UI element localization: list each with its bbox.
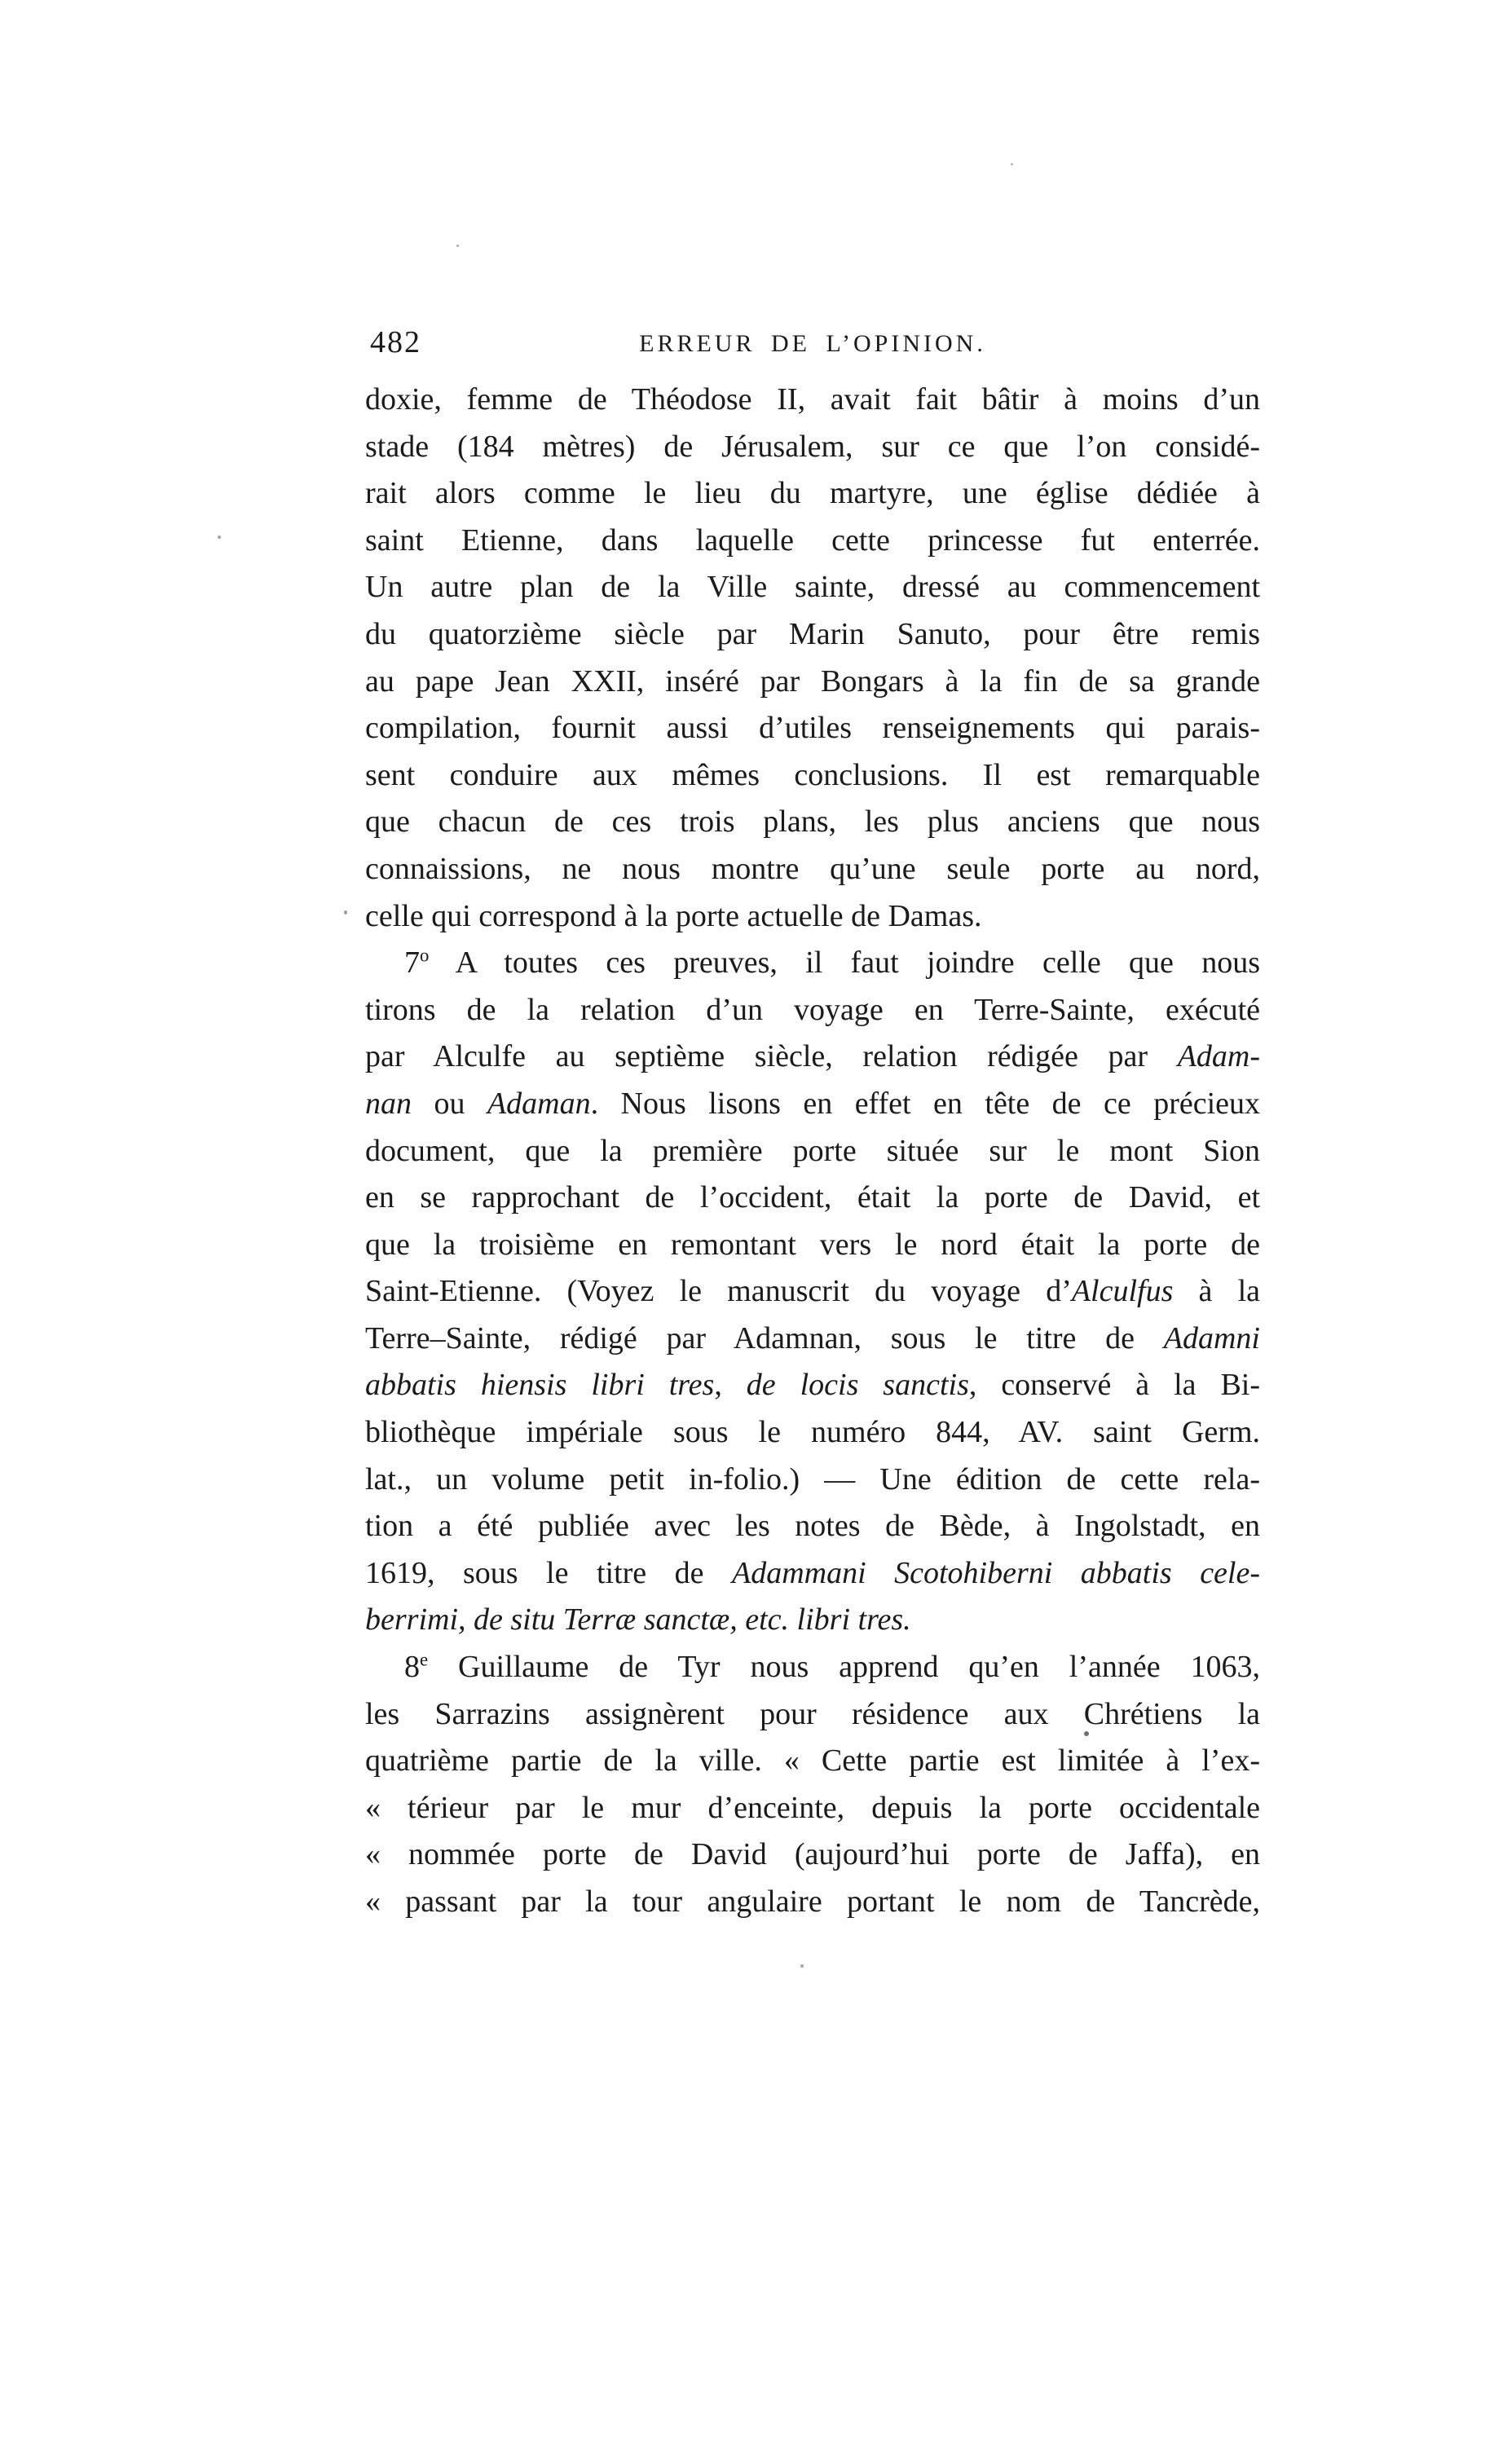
text-line: [365, 1879, 1260, 1926]
text-segment: quatrième partie de la ville. « Cette partie est limitée à l’ex-: [365, 1743, 1260, 1779]
text-line: [365, 1457, 1260, 1504]
text-line: [365, 893, 1260, 941]
text-segment: o: [420, 945, 430, 966]
text-line: [365, 1409, 1260, 1457]
page-number: 482: [370, 325, 421, 359]
text-line: [365, 1268, 1260, 1316]
text-line: [365, 659, 1260, 706]
text-segment: bliothèque impériale sous le numéro 844, AV. saint Germ.: [365, 1415, 1260, 1450]
text-line: [365, 470, 1260, 518]
text-segment: les Sarrazins assignèrent pour résidence aux Chrétiens la: [365, 1696, 1260, 1731]
text-segment: saint Etienne, dans laquelle cette princesse fut enterrée.: [365, 522, 1260, 558]
text-line: [365, 799, 1260, 846]
text-segment: tirons de la relation d’un voyage en Terre-Sainte, exécuté: [365, 992, 1260, 1027]
text-line: [365, 1222, 1260, 1269]
text-line: [365, 1316, 1260, 1363]
text-line: [365, 1644, 1260, 1691]
text-line: [365, 1597, 1260, 1644]
text-segment: Un autre plan de la Ville sainte, dressé au commencement: [365, 570, 1260, 605]
italic-text-segment: abbatis hiensis libri tres: [365, 1368, 715, 1403]
text-segment: « passant par la tour angulaire portant le nom de Tancrède,: [365, 1884, 1260, 1919]
text-segment: en se rapprochant de l’occident, était la porte de David, et: [365, 1180, 1260, 1215]
text-segment: 7: [404, 945, 420, 981]
text-line: [365, 518, 1260, 565]
ink-speck: [456, 245, 459, 247]
text-segment: Terre–Sainte, rédigé par Adamnan, sous le titre de: [365, 1320, 1164, 1355]
text-line: [365, 611, 1260, 659]
ink-speck: [1011, 163, 1013, 165]
ink-speck: [1084, 1731, 1089, 1736]
text-segment: . Nous lisons en effet en tête de ce précieux: [590, 1086, 1260, 1121]
text-segment: du quatorzième siècle par Marin Sanuto, pour être remis: [365, 616, 1260, 651]
italic-text-segment: Alculfus: [1071, 1274, 1174, 1309]
text-line: [365, 1831, 1260, 1879]
text-line: [365, 752, 1260, 800]
ink-speck: [218, 536, 221, 539]
text-segment: à la: [1173, 1274, 1260, 1309]
text-line: [365, 564, 1260, 611]
italic-text-segment: berrimi, de situ Terræ sanctæ, etc. libri tres.: [365, 1602, 911, 1638]
text-line: [365, 1738, 1260, 1785]
text-line: [365, 1362, 1260, 1409]
text-segment: tion a été publiée avec les notes de Bède, à Ingolstadt, en: [365, 1509, 1260, 1544]
italic-text-segment: Adammani Scotohiberni abbatis cele-: [731, 1555, 1260, 1590]
text-segment: 1619, sous le titre de: [365, 1555, 732, 1590]
text-line: [365, 705, 1260, 752]
text-segment: e: [420, 1649, 429, 1670]
running-title: ERREUR DE L’OPINION.: [639, 330, 986, 357]
text-line: [365, 846, 1260, 893]
text-line: [365, 987, 1260, 1034]
italic-text-segment: Adaman: [487, 1086, 591, 1121]
text-line: [365, 1128, 1260, 1175]
text-segment: Guillaume de Tyr nous apprend qu’en l’année 1063,: [428, 1650, 1260, 1685]
text-segment: au pape Jean XXII, inséré par Bongars à la fin de sa grande: [365, 663, 1260, 699]
text-line: [365, 1550, 1260, 1598]
text-segment: celle qui correspond à la porte actuelle de Damas.: [365, 898, 982, 933]
text-segment: que la troisième en remontant vers le nord était la porte de: [365, 1227, 1260, 1262]
text-line: [365, 377, 1260, 424]
text-segment: lat., un volume petit in-folio.) — Une édition de cette rela-: [365, 1461, 1260, 1496]
text-segment: A toutes ces preuves, il faut joindre celle que nous: [429, 945, 1260, 981]
text-block: [365, 324, 1260, 1926]
italic-text-segment: de locis sanctis: [746, 1368, 969, 1403]
text-segment: 8: [404, 1650, 420, 1685]
ink-speck: [800, 1964, 804, 1968]
text-segment: « térieur par le mur d’enceinte, depuis la porte occidentale: [365, 1790, 1260, 1825]
italic-text-segment: Adam-: [1177, 1039, 1260, 1074]
text-segment: que chacun de ces trois plans, les plus anciens que nous: [365, 804, 1260, 840]
text-line: [365, 1785, 1260, 1832]
text-segment: compilation, fournit aussi d’utiles renseignements qui parais-: [365, 711, 1260, 746]
text-line: [365, 1081, 1260, 1128]
text-line: [365, 1034, 1260, 1081]
text-segment: , conservé à la Bi-: [968, 1368, 1260, 1403]
text-segment: « nommée porte de David (aujourd’hui porte de Jaffa), en: [365, 1837, 1260, 1872]
text-segment: doxie, femme de Théodose II, avait fait bâtir à moins d’un: [365, 382, 1260, 417]
text-segment: document, que la première porte située sur le mont Sion: [365, 1133, 1260, 1168]
text-segment: ou: [412, 1086, 487, 1121]
text-segment: par Alculfe au septième siècle, relation rédigée par: [365, 1039, 1178, 1074]
ink-speck: [344, 910, 347, 915]
text-segment: rait alors comme le lieu du martyre, une église dédiée à: [365, 476, 1260, 511]
text-line: [365, 424, 1260, 471]
text-line: [365, 1175, 1260, 1222]
text-segment: connaissions, ne nous montre qu’une seule porte au nord,: [365, 851, 1260, 886]
text-segment: Saint-Etienne. (Voyez le manuscrit du voyage d’: [365, 1274, 1072, 1309]
text-line: [365, 940, 1260, 987]
text-segment: ,: [714, 1368, 747, 1403]
italic-text-segment: Adamni: [1163, 1320, 1260, 1355]
text-segment: stade (184 mètres) de Jérusalem, sur ce que l’on considé-: [365, 429, 1260, 464]
italic-text-segment: nan: [365, 1086, 412, 1121]
page-header: [365, 324, 1260, 365]
text-segment: sent conduire aux mêmes conclusions. Il est remarquable: [365, 757, 1260, 792]
body-text: [365, 377, 1260, 1926]
text-line: [365, 1691, 1260, 1739]
text-line: [365, 1503, 1260, 1550]
